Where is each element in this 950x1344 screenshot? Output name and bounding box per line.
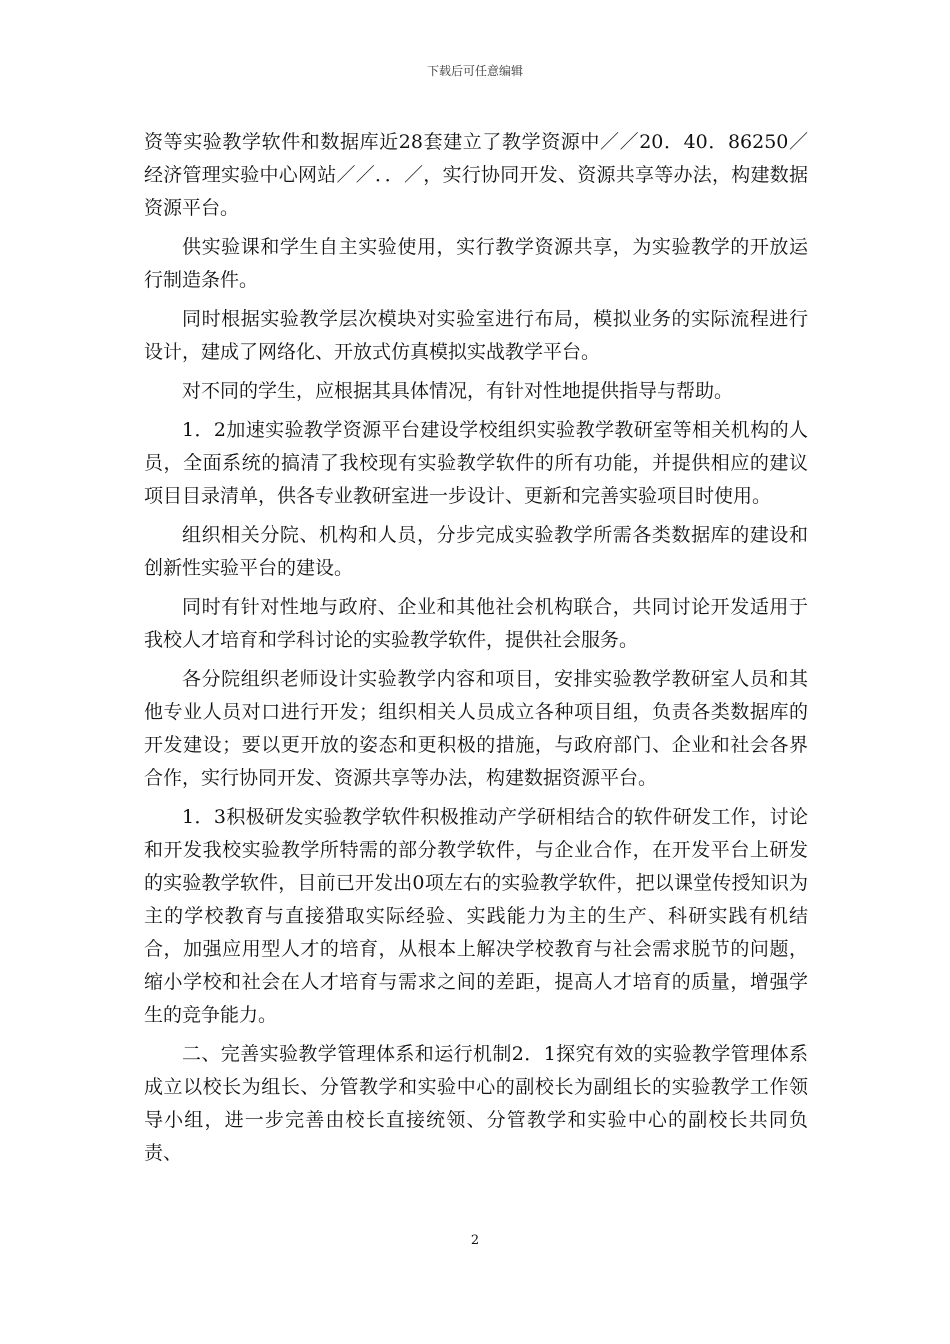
page-number: 2 (470, 1233, 480, 1248)
document-body (144, 126, 808, 1176)
paragraph: 资等实验教学软件和数据库近28套建立了教学资源中／／20．40．86250／经济管理实验中心网站／／．．／，实行协同开发、资源共享等办法，构建数据资源平台。 (144, 131, 808, 219)
paragraph: 组织相关分院、机构和人员，分步完成实验教学所需各类数据库的建设和创新性实验平台的建设。 (144, 524, 808, 579)
paragraph: 各分院组织老师设计实验教学内容和项目，安排实验教学教研室人员和其他专业人员对口进行开发；组织相关人员成立各种项目组，负责各类数据库的开发建设；要以更开放的姿态和更积极的措施，与政府部门、企业和社会各界合作，实行协同开发、资源共享等办法，构建数据资源平台。 (144, 668, 808, 789)
paragraph: 同时根据实验教学层次模块对实验室进行布局，模拟业务的实际流程进行设计，建成了网络化、开放式仿真模拟实战教学平台。 (144, 308, 808, 363)
paragraph: 同时有针对性地与政府、企业和其他社会机构联合，共同讨论开发适用于我校人才培育和学科讨论的实验教学软件，提供社会服务。 (144, 596, 808, 651)
paragraph: 二、完善实验教学管理体系和运行机制2．1探究有效的实验教学管理体系成立以校长为组长、分管教学和实验中心的副校长为副组长的实验教学工作领导小组，进一步完善由校长直接统领、分管教学和实验中心的副校长共同负责、 (144, 1043, 808, 1164)
paragraph: 对不同的学生，应根据其具体情况，有针对性地提供指导与帮助。 (182, 380, 734, 402)
paragraph: 1．2加速实验教学资源平台建设学校组织实验教学教研室等相关机构的人员，全面系统的搞清了我校现有实验教学软件的所有功能，并提供相应的建议项目目录清单，供各专业教研室进一步设计、更新和完善实验项目时使用。 (144, 419, 808, 507)
paragraph: 供实验课和学生自主实验使用，实行教学资源共享，为实验教学的开放运行制造条件。 (144, 236, 808, 291)
page-header: 下载后可任意编辑 (426, 64, 523, 78)
paragraph: 1．3积极研发实验教学软件积极推动产学研相结合的软件研发工作，讨论和开发我校实验教学所特需的部分教学软件，与企业合作，在开发平台上研发的实验教学软件，目前已开发出0项左右的实验教学软件，把以课堂传授知识为主的学校教育与直接猎取实际经验、实践能力为主的生产、科研实践有机结合，加强应用型人才的培育，从根本上解决学校教育与社会需求脱节的问题，缩小学校和社会在人才培育与需求之间的差距，提高人才培育的质量，增强学生的竞争能力。 (144, 806, 808, 1026)
